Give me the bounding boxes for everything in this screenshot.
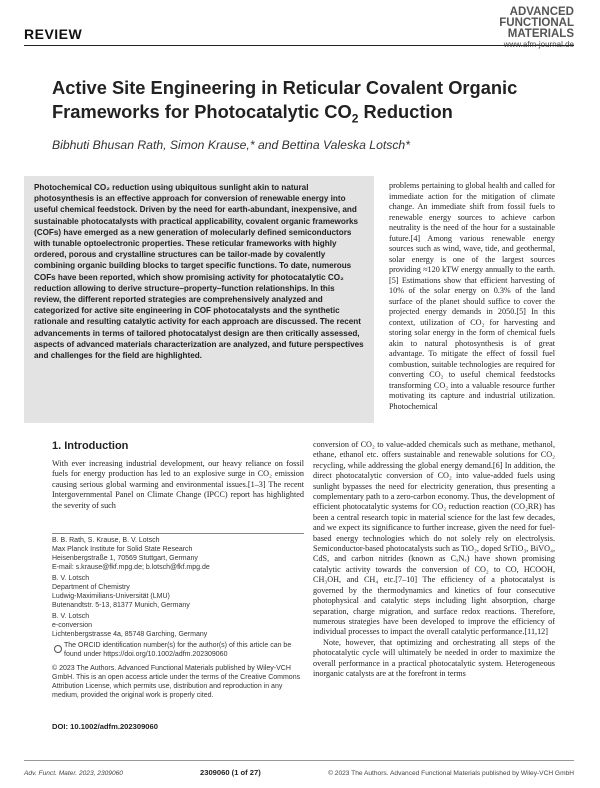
affiliation-line: Butenandtstr. 5-13, 81377 Munich, Germany xyxy=(52,601,190,609)
affiliation-line: Ludwig-Maximilians-Universität (LMU) xyxy=(52,592,170,600)
footer-copyright: © 2023 The Authors. Advanced Functional Materials published by Wiley-VCH GmbH xyxy=(328,770,574,777)
affiliation-line: e-conversion xyxy=(52,621,93,629)
license-note: © 2023 The Authors. Advanced Functional Materials published by Wiley-VCH GmbH. This is an open access article under the terms of the Creative Commons Attribution License, which permits use, distribution and reproduction in any medium, provided the original work is properly cited. xyxy=(52,665,301,699)
affiliation-line: Department of Chemistry xyxy=(52,583,130,591)
orcid-note xyxy=(52,642,304,660)
right-column-text xyxy=(389,181,555,412)
page-number: 2309060 (1 of 27) xyxy=(200,768,261,777)
lower-right-column-text xyxy=(313,440,555,679)
journal-logo xyxy=(424,7,574,40)
affiliation-line: B. V. Lotsch xyxy=(52,613,90,620)
abstract-text: Photochemical CO₂ reduction using ubiquitous sunlight akin to natural photosynthesis is an effective approach for conversion of renewable energy into useful chemical feedstock. Driven by the need for earth-abundant, inexpensive, and sustainable photocatalysts with practical applicability, covalent organic frameworks (COFs) have emerged as a new generation of molecularly defined semiconductors with tunable optoelectronic properties. These reticular frameworks with highly ordered, porous and crystalline structures can be tailor-made by covalently combining organic building blocks to target specific functions. To date, numerous COFs have been reported, which show promising activity for photocatalytic CO₂ reduction allowing to derive structure–property–function relationships. In this review, the different reported strategies are comprehensively analyzed and categorized for active site engineering in COF photocatalysts and the synthetic rationale and resulting catalytic activity for each approach are discussed. The recent advancements in terms of tailored photocatalyst design are then critically assessed, aspects of advanced materials characterization are analyzed, and future perspectives and challenges for the field are highlighted. xyxy=(34,183,364,361)
header-divider xyxy=(24,45,574,46)
journal-logo-line1: ADVANCED xyxy=(509,6,574,18)
affiliation-line: Lichtenbergstrasse 4a, 85748 Garching, Germany xyxy=(52,630,208,638)
body-paragraph: conversion of CO₂ to value-added chemicals such as methane, methanol, ethane, ethanol etc. offers sustainable and renewable solutions for CO₂ recycling, while addressing the global energy demand.[6] In addition, the direct photocatalytic conversion of CO₂ into value-added fuels using sunlight bypasses the need for electricity generation, thus presenting a complementary path to a zero-carbon economy. Thus, the development of efficient photocatalytic systems for CO₂ reduction reaction (CO₂RR) has been a central research topic in material science for the last few decades, and we expect its significance to further increase, given the need for fuel-based energy technologies which do not solely rely on electrolysis. Semiconductor-based photocatalysts such as TiO₂, doped SrTiO₃, BiVO₄, CdS, and carbon nitrides (known as CₓNₓ) have shown promising catalytic activity towards the conversion of CO₂ to CO, HCOOH, CH₃OH, and CH₄ etc.[7–10] The efficiency of a photocatalyst is governed by the thermodynamics and kinetics of four consecutive photophysical and catalytic steps including light absorption, charge separation, charge migration, and surface redox reactions. Therefore, numerous strategies have been developed to improve the efficiency of individual processes to impact the overall catalytic performance.[11,12] xyxy=(313,440,555,637)
intro-paragraph: With ever increasing industrial development, our heavy reliance on fossil fuels for energy production has led to an explosive surge in CO₂ emission causing serious global warming and environmental issues.[1–3] The recent Intergovernmental Panel on Climate Change (IPCC) report has highlighted the severity of such xyxy=(52,459,304,510)
title-end: Reduction xyxy=(358,101,453,122)
doi-line[interactable]: DOI: 10.1002/adfm.202309060 xyxy=(52,722,158,731)
affiliation-line: B. B. Rath, S. Krause, B. V. Lotsch xyxy=(52,537,160,544)
journal-url[interactable]: www.afm-journal.de xyxy=(503,40,574,49)
body-paragraph: Note, however, that optimizing and orchestrating all steps of the photocatalytic cycle will ultimately be needed in order to maximize the overall performance in a practical photocatalytic system. Heterogeneous inorganic catalysts are at the forefront in terms xyxy=(313,637,555,678)
title-subscript: 2 xyxy=(351,111,359,126)
orcid-text[interactable]: The ORCID identification number(s) for the author(s) of this article can be found under https://doi.org/10.1002/adfm.202309060 xyxy=(64,642,292,658)
affiliation-line: Max Planck Institute for Solid State Research xyxy=(52,545,193,553)
footnote-divider xyxy=(52,533,304,534)
affiliation-line: Heisenbergstraße 1, 70569 Stuttgart, Germany xyxy=(52,554,198,562)
affiliation-line: B. V. Lotsch xyxy=(52,575,90,582)
journal-logo-line3: MATERIALS xyxy=(507,27,574,40)
affiliation-block-1 xyxy=(52,537,304,573)
affiliation-block-3 xyxy=(52,613,304,640)
author-list: Bibhuti Bhusan Rath, Simon Krause,* and Bettina Valeska Lotsch* xyxy=(52,138,410,152)
section-label: REVIEW xyxy=(24,26,83,42)
article-title xyxy=(52,76,572,131)
journal-logo-line2: FUNCTIONAL xyxy=(499,16,574,29)
title-main: Active Site Engineering in Reticular Covalent Organic Frameworks for Photocatalytic CO xyxy=(52,77,518,122)
affiliation-email[interactable]: E-mail: s.krause@fkf.mpg.de; b.lotsch@fkf.mpg.de xyxy=(52,563,210,571)
section-heading-introduction: 1. Introduction xyxy=(52,440,129,452)
footer-citation: Adv. Funct. Mater. 2023, 2309060 xyxy=(24,770,123,777)
body-paragraph: problems pertaining to global health and called for immediate action for the mitigation of climate change. An immediate shift from fossil fuels to renewable energy sources to achieve carbon neutrality is the need of the hour for a sustainable future.[4] Among various renewable energy sources such as wind, wave, tide, and geothermal, solar energy is one of the largest sources providing ≈120 kTW energy annually to the earth.[5] Estimations show that efficient harvesting of 10% of the solar energy on 0.3% of the land surface of the planet should suffice to cover the projected energy demands in 2050.[5] In this context, utilization of CO₂ for harvesting and storing solar energy in the form of chemical fuels akin to natural photosynthesis is of great advantage. To mitigate the effect of fossil fuel combustion, suitable technologies are required for converting CO₂ to useful chemical feedstocks transforming CO₂ into a valuable resource further motivating its capture and industrial utilization. Photochemical xyxy=(389,181,555,411)
footer-divider xyxy=(24,760,574,761)
affiliation-block-2 xyxy=(52,575,304,611)
